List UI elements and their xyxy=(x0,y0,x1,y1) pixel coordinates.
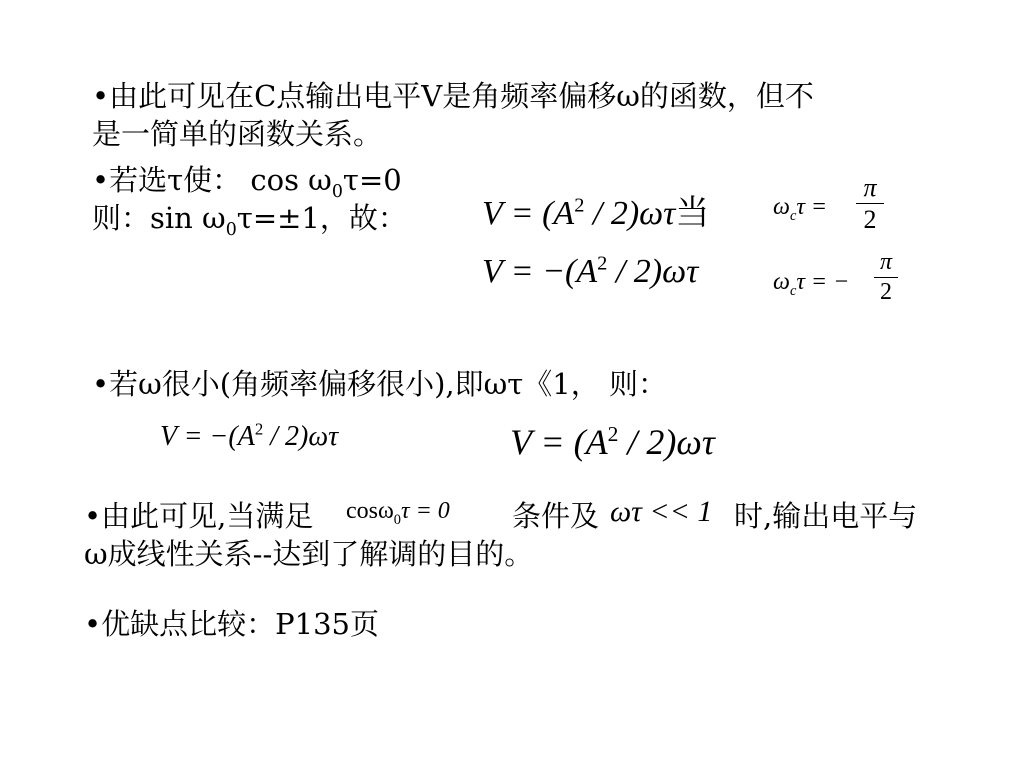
eq1-tail: 当 xyxy=(675,195,710,232)
cond1-fraction-bar xyxy=(856,203,884,204)
cond2-denominator: 2 xyxy=(880,279,892,306)
para4-middle: 条件及 xyxy=(512,499,600,533)
equation-1 xyxy=(482,194,710,232)
equation-2 xyxy=(482,252,699,290)
para4-cond-b: τ = 0 xyxy=(401,498,450,524)
eq1-rhs: / 2)ωτ xyxy=(584,195,676,232)
condition-1 xyxy=(773,194,828,224)
cond1-mid: τ = xyxy=(796,194,828,220)
equation-3 xyxy=(160,419,339,452)
para2-line1-sub: 0 xyxy=(331,181,343,202)
cond2-sub: c xyxy=(789,282,797,299)
cond1-omega: ω xyxy=(773,194,790,220)
para4-cos: cosω xyxy=(346,498,394,524)
cond2-omega: ω xyxy=(773,269,790,295)
cond2-fraction xyxy=(874,250,898,305)
para2-line2-suffix: τ=±1，故： xyxy=(236,201,407,235)
para4-suffix: 时,输出电平与 xyxy=(734,499,918,533)
para3: •若ω很小(角频率偏移很小),即ωτ《1， 则： xyxy=(92,367,667,401)
eq2-lhs: V = −(A xyxy=(482,253,598,290)
eq3-exp: 2 xyxy=(254,419,264,439)
eq3-lhs: V = −(A xyxy=(160,421,255,452)
cond2-numerator: π xyxy=(879,249,893,275)
para1-line2: 是一简单的函数关系。 xyxy=(92,117,383,151)
para2-line2-sub: 0 xyxy=(225,219,237,240)
para1-line1: •由此可见在C点输出电平V是角频率偏移ω的函数，但不 xyxy=(92,79,814,113)
para4-line2: ω成线性关系--达到了解调的目的。 xyxy=(84,537,534,571)
para2-line2 xyxy=(92,201,407,240)
para4-prefix: •由此可见,当满足 xyxy=(84,499,314,533)
condition-2 xyxy=(773,269,850,299)
eq1-lhs: V = (A xyxy=(482,195,575,232)
para4-condition-a xyxy=(346,498,450,528)
para5: •优缺点比较：P135页 xyxy=(84,607,379,641)
eq3-rhs: / 2)ωτ xyxy=(263,421,339,452)
para2-line1-suffix: τ=0 xyxy=(342,163,402,197)
cond1-fraction xyxy=(856,174,884,234)
cond1-denominator: 2 xyxy=(863,205,877,235)
eq4-exp: 2 xyxy=(607,422,619,446)
cond2-mid: τ = − xyxy=(796,269,850,295)
eq1-exp: 2 xyxy=(574,194,585,217)
eq2-exp: 2 xyxy=(597,252,608,275)
para2-line1-prefix: •若选τ使： cos ω xyxy=(92,163,332,197)
eq2-rhs: / 2)ωτ xyxy=(607,253,699,290)
eq4-lhs: V = (A xyxy=(510,422,608,462)
cond2-fraction-bar xyxy=(874,277,898,278)
cond1-numerator: π xyxy=(863,173,877,202)
eq4-rhs: / 2)ωτ xyxy=(618,422,715,462)
para4-cond-sub: 0 xyxy=(393,511,401,528)
para4-condition-b: ωτ << 1 xyxy=(610,495,713,528)
para2-line1 xyxy=(92,163,402,202)
cond1-sub: c xyxy=(789,207,797,224)
para2-line2-prefix: 则：sin ω xyxy=(92,201,226,235)
equation-4 xyxy=(510,424,715,460)
